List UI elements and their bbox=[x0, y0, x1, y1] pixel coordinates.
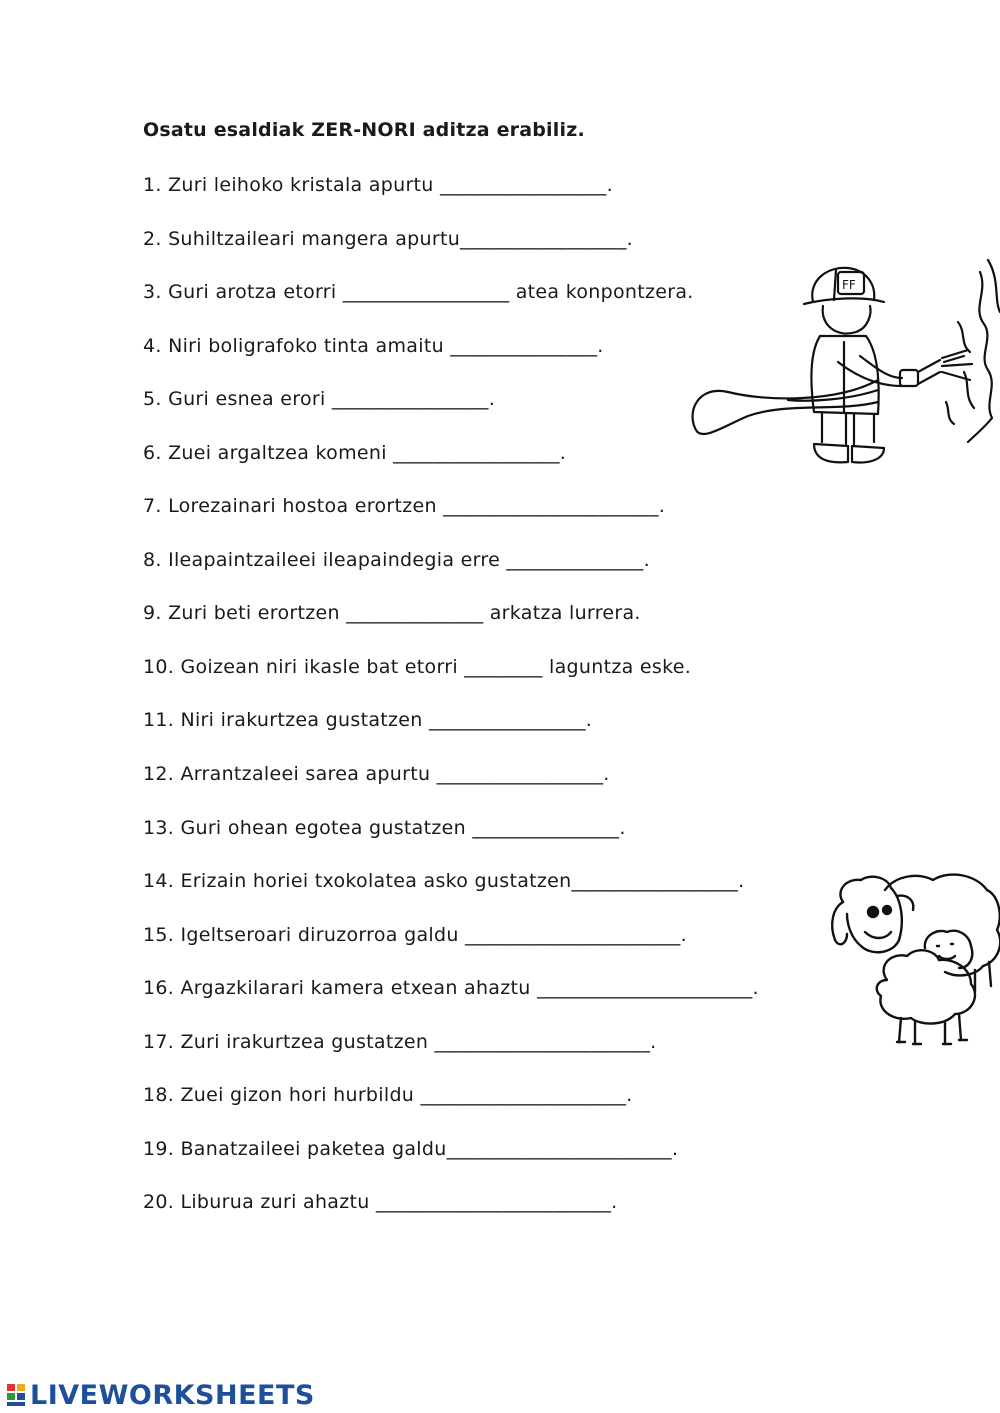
liveworksheets-mark-icon bbox=[6, 1382, 28, 1408]
liveworksheets-logo-text: LIVEWORKSHEETS bbox=[30, 1379, 315, 1411]
sentence-line: 6. Zuei argaltzea komeni _________________. bbox=[143, 442, 567, 464]
sentence-line: 4. Niri boligrafoko tinta amaitu _______________. bbox=[143, 335, 604, 357]
liveworksheets-logo bbox=[6, 1380, 315, 1410]
firefighter-illustration bbox=[688, 252, 1000, 474]
sentence-line: 13. Guri ohean egotea gustatzen _______________. bbox=[143, 817, 626, 839]
sentence-line: 12. Arrantzaleei sarea apurtu _________________. bbox=[143, 763, 610, 785]
sentence-line: 15. Igeltseroari diruzorroa galdu ______________________. bbox=[143, 924, 687, 946]
sentence-line: 18. Zuei gizon hori hurbildu _____________________. bbox=[143, 1084, 633, 1106]
sentence-line: 1. Zuri leihoko kristala apurtu _________________. bbox=[143, 174, 613, 196]
sentence-line: 3. Guri arotza etorri _________________ atea konpontzera. bbox=[143, 281, 694, 303]
sentence-line: 20. Liburua zuri ahaztu ________________________. bbox=[143, 1191, 618, 1213]
worksheet-title: Osatu esaldiak ZER-NORI aditza erabiliz. bbox=[143, 119, 585, 141]
helmet-badge-text: FF bbox=[842, 278, 856, 292]
sentence-line: 8. Ileapaintzaileei ileapaindegia erre ______________. bbox=[143, 549, 650, 571]
sentence-line: 9. Zuri beti erortzen ______________ arkatza lurrera. bbox=[143, 602, 641, 624]
sentence-line: 17. Zuri irakurtzea gustatzen ______________________. bbox=[143, 1031, 657, 1053]
sheep-illustration bbox=[825, 850, 1000, 1050]
sentence-line: 10. Goizean niri ikasle bat etorri ________ laguntza eske. bbox=[143, 656, 692, 678]
sentence-line: 7. Lorezainari hostoa erortzen ______________________. bbox=[143, 495, 666, 517]
sentence-line: 5. Guri esnea erori ________________. bbox=[143, 388, 496, 410]
sentence-line: 11. Niri irakurtzea gustatzen ________________. bbox=[143, 709, 593, 731]
sentence-line: 2. Suhiltzaileari mangera apurtu_________________. bbox=[143, 228, 633, 250]
sentence-line: 19. Banatzaileei paketea galdu_______________________. bbox=[143, 1138, 679, 1160]
sentence-line: 16. Argazkilarari kamera etxean ahaztu ______________________. bbox=[143, 977, 759, 999]
sentence-line: 14. Erizain horiei txokolatea asko gustatzen_________________. bbox=[143, 870, 745, 892]
